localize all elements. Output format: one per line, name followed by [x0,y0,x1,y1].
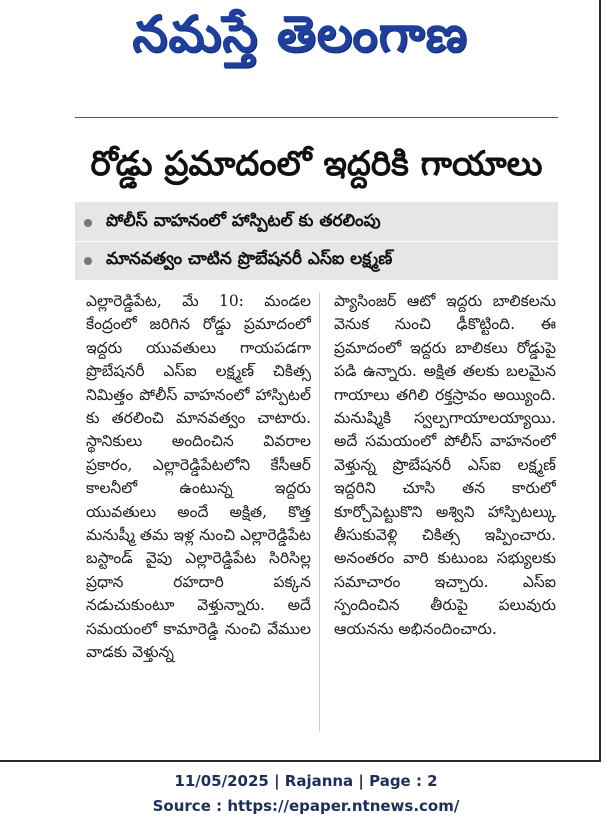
subheadline-item [75,205,558,241]
subheadline-band [75,202,558,280]
newspaper-masthead: నమస్తే తెలంగాణ [132,4,468,63]
article-body-text: ఎల్లారెడ్డిపేట, మే 10: మండల కేంద్రంలో జరిగిన రోడ్డు ప్రమాదంలో ఇద్దరు యువతులు గాయపడగా ప్రొబేషనరీ ఎస్ఐ లక్ష్మణ్ చికిత్స నిమిత్తం పోలీస్ వాహనంలో హాస్పిటల్ కు తరలించి మానవత్వం చాటారు. స్థానికులు అందించిన వివరాల ప్రకారం, ఎల్లారెడ్డిపేటలోని కేసీఆర్ కాలనీలో ఉంటున్న ఇద్దరు యువతులు అందే అక్షిత, కొత్త మనుష్మీ తమ ఇళ్ల నుంచి ఎల్లారెడ్డిపేట బస్టాండ్ వైపు ఎల్లారెడ్డిపేట సిరిసిల్ల ప్రధాన రహదారి పక్కన నడుచుకుంటూ వెళ్తున్నారు. అదే సమయంలో కామారెడ్డి నుంచి వేముల వాడకు వెళ్తున్న [86,292,311,662]
column-divider [319,292,320,732]
bullet-dot-icon [84,257,92,265]
footer-dateline: 11/05/2025 | Rajanna | Page : 2 [174,772,438,790]
article-column-right [334,290,556,740]
article-column-left [86,290,311,740]
article-body-text: ప్యాసింజర్ ఆటో ఇద్దరు బాలికలను వెనుక నుంచి ఢీకొట్టింది. ఈ ప్రమాదంలో ఇద్దరు బాలికలు రోడ్డుపై పడి ఉన్నారు. అక్షిత తలకు బలమైన గాయాలు తగిలి రక్తస్రావం అయ్యింది. మనుష్మికి స్వల్పగాయాలయ్యాయి. అదే సమయంలో పోలీస్ వాహనంలో వెళ్తున్న ప్రొబేషనరీ ఎస్ఐ లక్ష్మణ్ ఇద్దరిని చూసి తన కారులో కూర్చోపెట్టుకొని అశ్విని హాస్పిటల్కు తీసుకువెళ్లి చికిత్స ఇప్పించారు. అనంతరం వారి కుటుంబ సభ్యులకు సమాచారం ఇచ్చారు. ఎస్ఐ స్పందించిన తీరుపై పలువురు ఆయనను అభినందించారు. [334,292,556,638]
article-headline: రోడ్డు ప్రమాదంలో ఇద్దరికి గాయాలు [90,144,543,184]
subheadline-item [75,243,558,279]
bullet-dot-icon [84,219,92,227]
subheadline-text: మానవత్వం చాటిన ప్రొబేషనరీ ఎస్ఐ లక్ష్మణ్ [106,249,393,269]
subheadline-text: పోలీస్ వాహనంలో హాస్పిటల్ కు తరలింపు [106,211,381,231]
subheadline-divider [75,241,558,242]
footer-source: Source : https://epaper.ntnews.com/ [152,797,460,815]
masthead-rule [75,117,558,118]
